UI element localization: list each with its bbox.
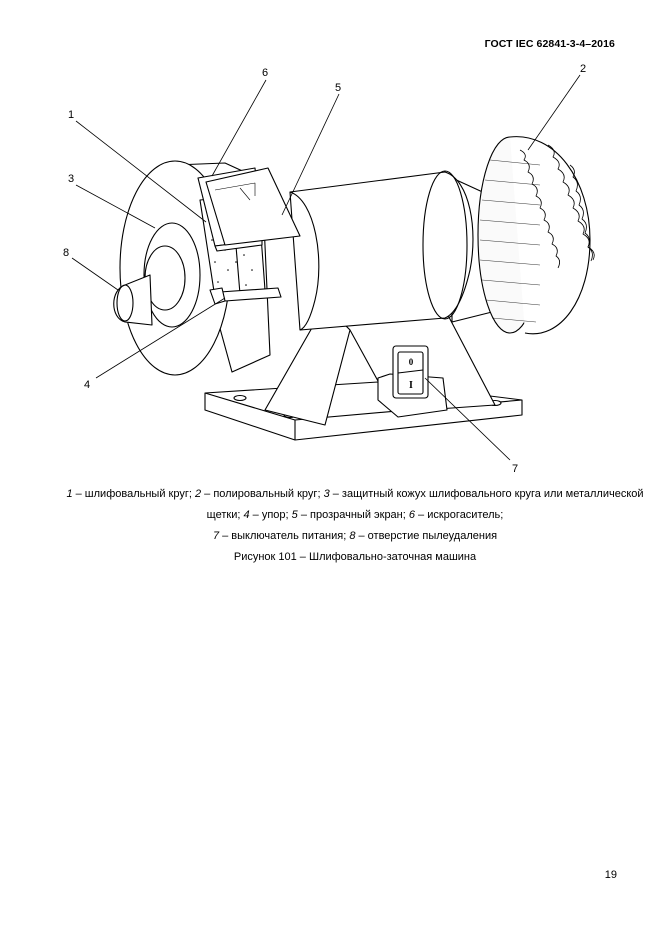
legend-num: 4 [243, 509, 250, 521]
legend-num: 2 [194, 488, 202, 500]
callout-4: 4 [84, 379, 91, 391]
legend-text: – прозрачный экран; [297, 509, 409, 521]
legend-text: – шлифовальный круг; [72, 488, 195, 500]
leader-line-2 [528, 75, 580, 150]
polishing-wheel [478, 137, 594, 334]
switch-on-symbol: I [409, 380, 413, 391]
standard-code-header: ГОСТ IEC 62841-3-4–2016 [484, 38, 615, 50]
callout-8: 8 [63, 247, 70, 259]
dust-extraction-outlet [114, 275, 152, 325]
legend-text: – упор; [249, 509, 292, 521]
leader-line-8 [72, 258, 118, 290]
callout-5: 5 [335, 82, 342, 94]
callout-1: 1 [68, 109, 75, 121]
legend-num: 7 [212, 530, 220, 542]
figure-caption [60, 484, 650, 568]
legend-line-1 [60, 484, 650, 547]
callout-6: 6 [262, 67, 269, 79]
switch-off-symbol: 0 [408, 357, 414, 367]
legend-text: – защитный кожух шлифовального круга или металлической щетки; [206, 488, 644, 521]
callout-3: 3 [68, 173, 75, 185]
legend-num: 3 [323, 488, 330, 500]
legend-text: – искрогаситель; [415, 509, 504, 521]
legend-num: 8 [349, 530, 356, 542]
legend-text: – отверстие пылеудаления [355, 530, 498, 542]
motor-housing [290, 171, 473, 330]
callout-2: 2 [580, 63, 587, 75]
legend-text: – полировальный круг; [201, 488, 324, 500]
leader-line-6 [212, 80, 266, 176]
callout-7: 7 [512, 463, 519, 475]
legend-num: 5 [291, 509, 298, 521]
legend-text: – выключатель питания; [219, 530, 350, 542]
legend-num: 6 [408, 509, 415, 521]
figure-title: Рисунок 101 – Шлифовально-заточная машина [233, 551, 477, 563]
page-number: 19 [604, 869, 617, 881]
legend-num: 1 [66, 488, 73, 500]
